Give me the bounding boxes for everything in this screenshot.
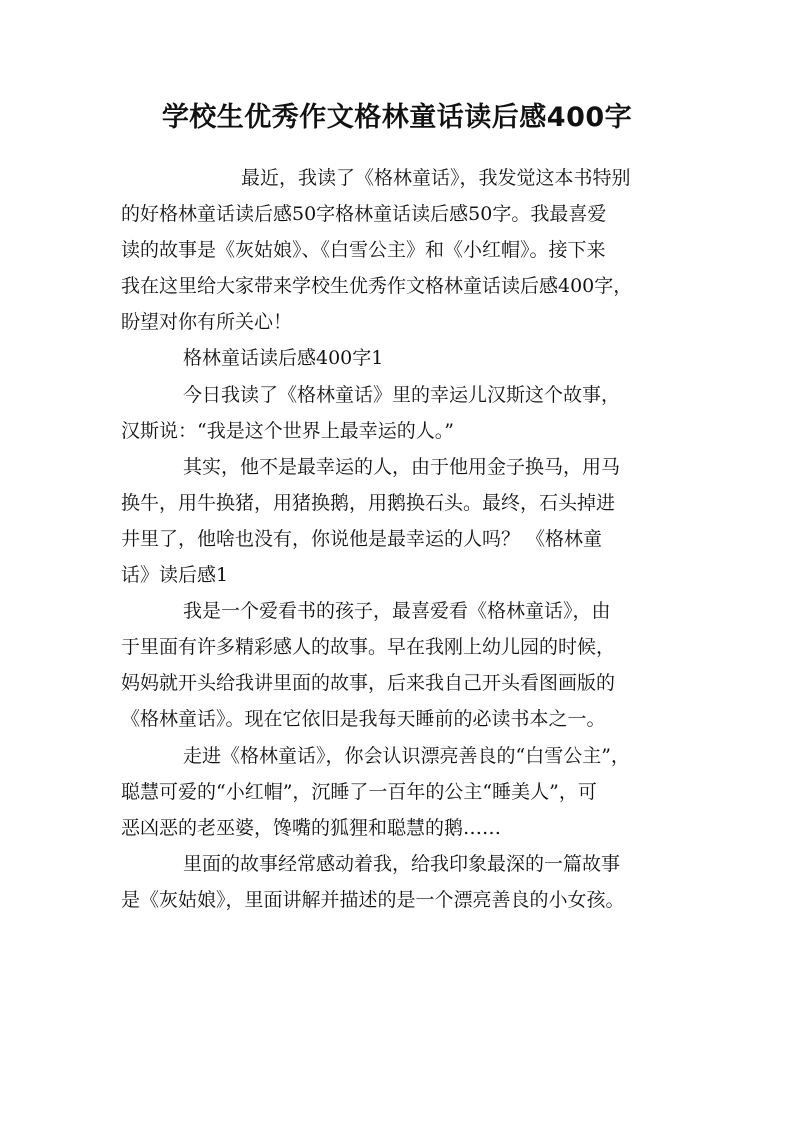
text-line: 恶凶恶的老巫婆，馋嘴的狐狸和聪慧的鹅…… xyxy=(121,816,502,839)
text-line: 井里了，他啥也没有，你说他是最幸运的人吗？ 《格林童 xyxy=(121,527,603,550)
section-heading: 格林童话读后感400字1 xyxy=(183,347,384,370)
text-line: 走进《格林童话》，你会认识漂亮善良的“白雪公主”， xyxy=(183,744,630,767)
text-line: 读的故事是《灰姑娘》、《白雪公主》和《小红帽》。接下来 xyxy=(121,239,606,262)
text-line: 里面的故事经常感动着我，给我印象最深的一篇故事 xyxy=(183,852,621,875)
text-line: 其实，他不是最幸运的人，由于他用金子换马，用马 xyxy=(183,455,621,478)
text-line: 聪慧可爱的“小红帽”，沉睡了一百年的公主“睡美人”，可 xyxy=(121,780,597,803)
text-line: 话》读后感1 xyxy=(121,564,229,587)
text-line: 我在这里给大家带来学校生优秀作文格林童话读后感400字， xyxy=(121,275,633,298)
text-line: 我是一个爱看书的孩子，最喜爱看《格林童话》，由 xyxy=(183,600,611,623)
text-line: 是《灰姑娘》，里面讲解并描述的是一个漂亮善良的小女孩。 xyxy=(121,888,625,911)
text-line: 于里面有许多精彩感人的故事。早在我刚上幼儿园的时候， xyxy=(121,636,616,659)
document-title: 学校生优秀作文格林童话读后感400字 xyxy=(161,102,633,133)
text-line: 妈妈就开头给我讲里面的故事，后来我自己开头看图画版的 xyxy=(121,672,616,695)
text-line: 《格林童话》。现在它依旧是我每天睡前的必读书本之一。 xyxy=(121,708,606,731)
text-line: 换牛，用牛换猪，用猪换鹅，用鹅换石头。最终，石头掉进 xyxy=(121,491,616,514)
text-line: 汉斯说：“我是这个世界上最幸运的人。” xyxy=(121,419,454,442)
text-line: 今日我读了《格林童话》里的幸运儿汉斯这个故事， xyxy=(183,383,621,406)
text-line: 的好格林童话读后感50字格林童话读后感50字。我最喜爱 xyxy=(121,203,607,226)
document-body xyxy=(121,160,681,918)
text-line: 最近，我读了《格林童话》，我发觉这本书特别 xyxy=(241,167,631,189)
text-line: 盼望对你有所关心！ xyxy=(121,311,293,334)
